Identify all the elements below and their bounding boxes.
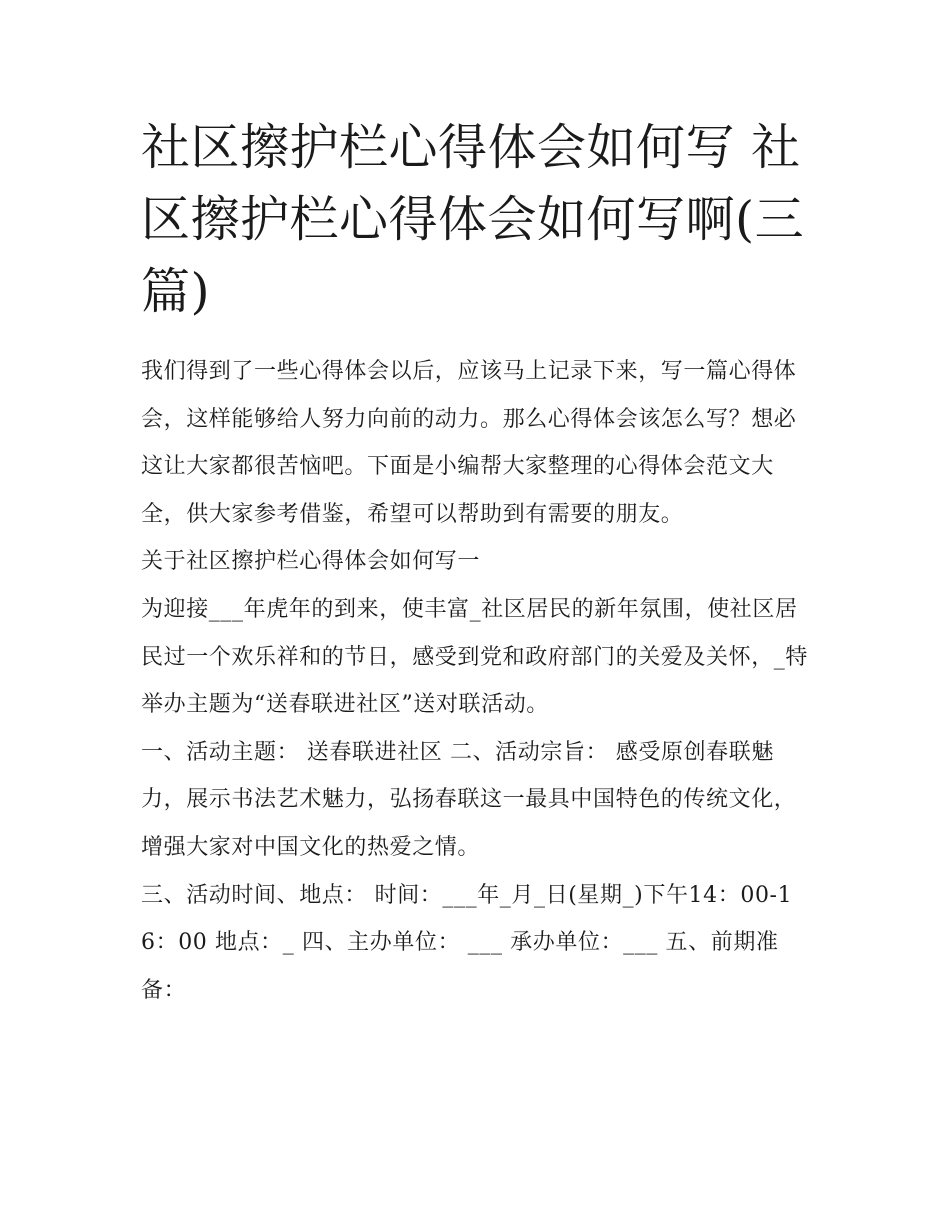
- body-paragraph: 三、活动时间、地点： 时间：___年_月_日(星期_)下午14：00-16：00 地点：_ 四、主办单位： ___ 承办单位：___ 五、前期准备：: [141, 882, 793, 1003]
- body-paragraph: 一、活动主题： 送春联进社区 二、活动宗旨： 感受原创春联魅力，展示书法艺术魅力，弘扬春联这一最具中国特色的传统文化，增强大家对中国文化的热爱之情。: [141, 739, 797, 860]
- section-heading: 关于社区擦护栏心得体会如何写一: [141, 549, 481, 575]
- intro-paragraph: 我们得到了一些心得体会以后，应该马上记录下来，写一篇心得体会，这样能够给人努力向前的动力。那么心得体会该怎么写？想必这让大家都很苦恼吧。下面是小编帮大家整理的心得体会范文大全，供大家参考借鉴，希望可以帮助到有需要的朋友。: [141, 359, 797, 527]
- document-body: [141, 112, 813, 1014]
- body-paragraph: 为迎接___年虎年的到来，使丰富_社区居民的新年氛围，使社区居民过一个欢乐祥和的节日，感受到党和政府部门的关爱及关怀，_特举办主题为“送春联进社区”送对联活动。: [141, 596, 809, 718]
- document-title: 社区擦护栏心得体会如何写 社区擦护栏心得体会如何写啊(三篇): [141, 119, 805, 320]
